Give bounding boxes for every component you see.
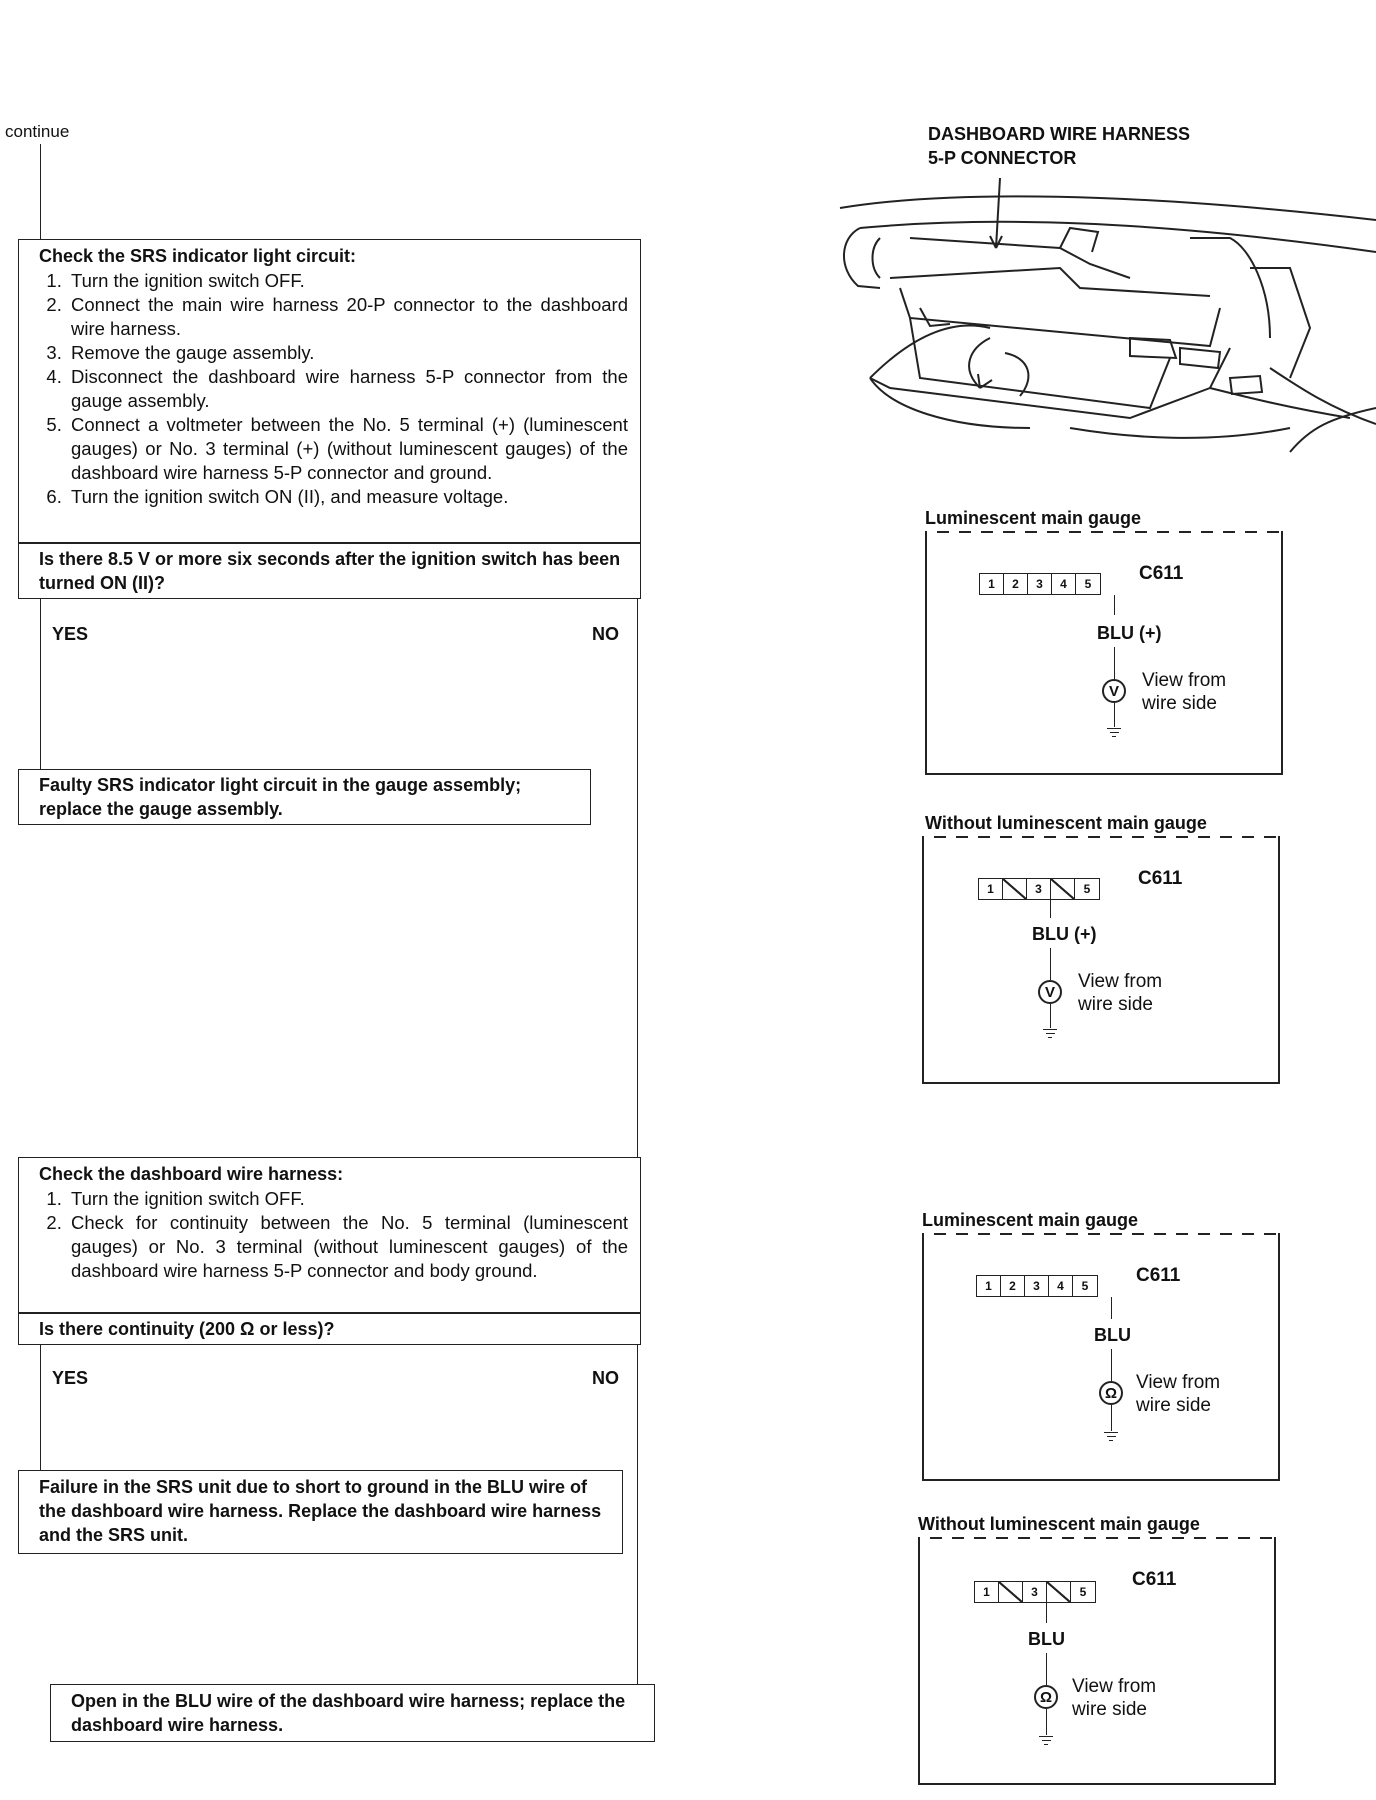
flow-connector	[40, 144, 41, 240]
illustration-title-line2: 5-P CONNECTOR	[928, 148, 1077, 168]
terminal: 5	[1084, 577, 1092, 591]
illustration-title	[928, 122, 1190, 170]
terminal: 5	[1083, 882, 1091, 896]
step2-item: 2. Check for continuity between the No. 5 terminal (luminescent gauges) or No. 3 terminal (without luminescent gauges) of the dashboard wire harness 5-P connector and body ground.	[67, 1211, 628, 1283]
step1-box	[18, 239, 641, 543]
wire-lead	[1111, 1405, 1112, 1431]
step2-no-label: NO	[592, 1368, 619, 1388]
connector-id: C611	[1132, 1569, 1177, 1590]
terminal: 1	[980, 574, 1004, 594]
view-label	[1136, 1371, 1220, 1417]
ground-icon	[1043, 1026, 1057, 1038]
illustration-title-line1: DASHBOARD WIRE HARNESS	[928, 124, 1191, 144]
ohmmeter-icon: Ω	[1099, 1381, 1123, 1405]
terminal-unused	[999, 1582, 1023, 1602]
wire-lead	[1046, 1603, 1047, 1623]
wire-color-label: BLU	[1028, 1629, 1065, 1649]
terminal: 5	[1079, 1585, 1087, 1599]
step1-yes-line	[40, 599, 41, 769]
view-label	[1142, 669, 1226, 715]
connector-id: C611	[1136, 1265, 1181, 1286]
terminal: 1	[977, 1276, 1001, 1296]
terminal-unused	[1047, 1582, 1071, 1602]
terminal-block	[974, 1581, 1096, 1603]
connector-id: C611	[1139, 563, 1184, 584]
wire-lead	[1111, 1297, 1112, 1319]
terminal: 2	[1001, 1276, 1025, 1296]
wire-lead	[1046, 1709, 1047, 1735]
diagram-title: Without luminescent main gauge	[925, 813, 1207, 833]
ohmmeter-icon: Ω	[1034, 1685, 1058, 1709]
ground-icon	[1107, 725, 1121, 737]
view-label	[1072, 1675, 1156, 1721]
step2-no-line	[637, 1345, 638, 1685]
step1-list	[19, 269, 640, 509]
continue-label: continue	[5, 122, 70, 141]
terminal: 4	[1049, 1276, 1073, 1296]
step1-item: 2. Connect the main wire harness 20-P connector to the dashboard wire harness.	[67, 293, 628, 341]
connector-id: C611	[1138, 868, 1183, 889]
step1-item: 1. Turn the ignition switch OFF.	[67, 269, 628, 293]
view-label-line: wire side	[1142, 693, 1217, 714]
wire-lead	[1050, 900, 1051, 918]
view-label-line: wire side	[1072, 1699, 1147, 1720]
diagram-title: Luminescent main gauge	[925, 508, 1142, 528]
terminal: 4	[1052, 574, 1076, 594]
wire-lead	[1114, 595, 1115, 615]
connector-diagram	[922, 1233, 1280, 1481]
terminal: 2	[1004, 574, 1028, 594]
step1-no-line	[637, 599, 638, 1159]
view-label-line: wire side	[1136, 1395, 1211, 1416]
step1-item: 4. Disconnect the dashboard wire harness 5-P connector from the gauge assembly.	[67, 365, 628, 413]
step1-yes-result: Faulty SRS indicator light circuit in the gauge assembly; replace the gauge assembly.	[18, 769, 591, 825]
step2-question: Is there continuity (200 Ω or less)?	[18, 1313, 641, 1345]
view-label-line: View from	[1072, 1676, 1157, 1697]
step2-yes-result: Failure in the SRS unit due to short to ground in the BLU wire of the dashboard wire harness. Replace the dashboard wire harness and the SRS unit.	[18, 1470, 623, 1554]
terminal-block	[979, 573, 1101, 595]
step2-box	[18, 1157, 641, 1313]
terminal: 1	[979, 879, 1003, 899]
voltmeter-icon: V	[1102, 679, 1126, 703]
wire-lead	[1050, 1004, 1051, 1028]
step2-no-result: Open in the BLU wire of the dashboard wire harness; replace the dashboard wire harness.	[50, 1684, 655, 1742]
ground-icon	[1104, 1429, 1118, 1441]
view-label	[1078, 970, 1162, 1016]
step1-question: Is there 8.5 V or more six seconds after the ignition switch has been turned ON (II)?	[18, 543, 641, 599]
wire-color-label: BLU (+)	[1097, 623, 1162, 643]
view-label-line: View from	[1142, 670, 1227, 691]
terminal: 3	[1028, 574, 1052, 594]
step1-title: Check the SRS indicator light circuit:	[39, 246, 357, 266]
view-label-line: View from	[1078, 971, 1163, 992]
connector-diagram	[922, 836, 1280, 1084]
voltmeter-icon: V	[1038, 980, 1062, 1004]
wire-color-label: BLU	[1094, 1325, 1131, 1345]
wire-lead	[1114, 703, 1115, 727]
diagram-title: Luminescent main gauge	[922, 1210, 1139, 1230]
terminal-block	[976, 1275, 1098, 1297]
wire-lead	[1050, 948, 1051, 980]
connector-diagram	[925, 531, 1283, 775]
step1-item: 6. Turn the ignition switch ON (II), and measure voltage.	[67, 485, 628, 509]
step1-item: 3. Remove the gauge assembly.	[67, 341, 628, 365]
terminal-unused	[1003, 879, 1027, 899]
step2-title: Check the dashboard wire harness:	[39, 1164, 344, 1184]
terminal: 3	[1025, 1276, 1049, 1296]
wire-color-label: BLU (+)	[1032, 924, 1097, 944]
wire-lead	[1111, 1349, 1112, 1381]
dashboard-illustration	[830, 168, 1376, 488]
terminal-block	[978, 878, 1100, 900]
step2-yes-label: YES	[52, 1368, 89, 1388]
wire-lead	[1046, 1653, 1047, 1685]
view-label-line: wire side	[1078, 994, 1153, 1015]
step2-item: 1. Turn the ignition switch OFF.	[67, 1187, 628, 1211]
diagram-title: Without luminescent main gauge	[918, 1514, 1200, 1534]
terminal: 3	[1027, 879, 1051, 899]
terminal: 5	[1081, 1279, 1089, 1293]
ground-icon	[1039, 1733, 1053, 1745]
connector-diagram	[918, 1537, 1276, 1785]
step2-list	[19, 1187, 640, 1283]
terminal: 3	[1023, 1582, 1047, 1602]
view-label-line: View from	[1136, 1372, 1221, 1393]
terminal: 1	[975, 1582, 999, 1602]
wire-lead	[1114, 647, 1115, 679]
step1-no-label: NO	[592, 624, 619, 644]
step2-yes-line	[40, 1345, 41, 1470]
step1-item: 5. Connect a voltmeter between the No. 5 terminal (+) (luminescent gauges) or No. 3 terminal (+) (without luminescent gauges) of the dashboard wire harness 5-P connector and ground.	[67, 413, 628, 485]
terminal-unused	[1051, 879, 1075, 899]
step1-yes-label: YES	[52, 624, 89, 644]
